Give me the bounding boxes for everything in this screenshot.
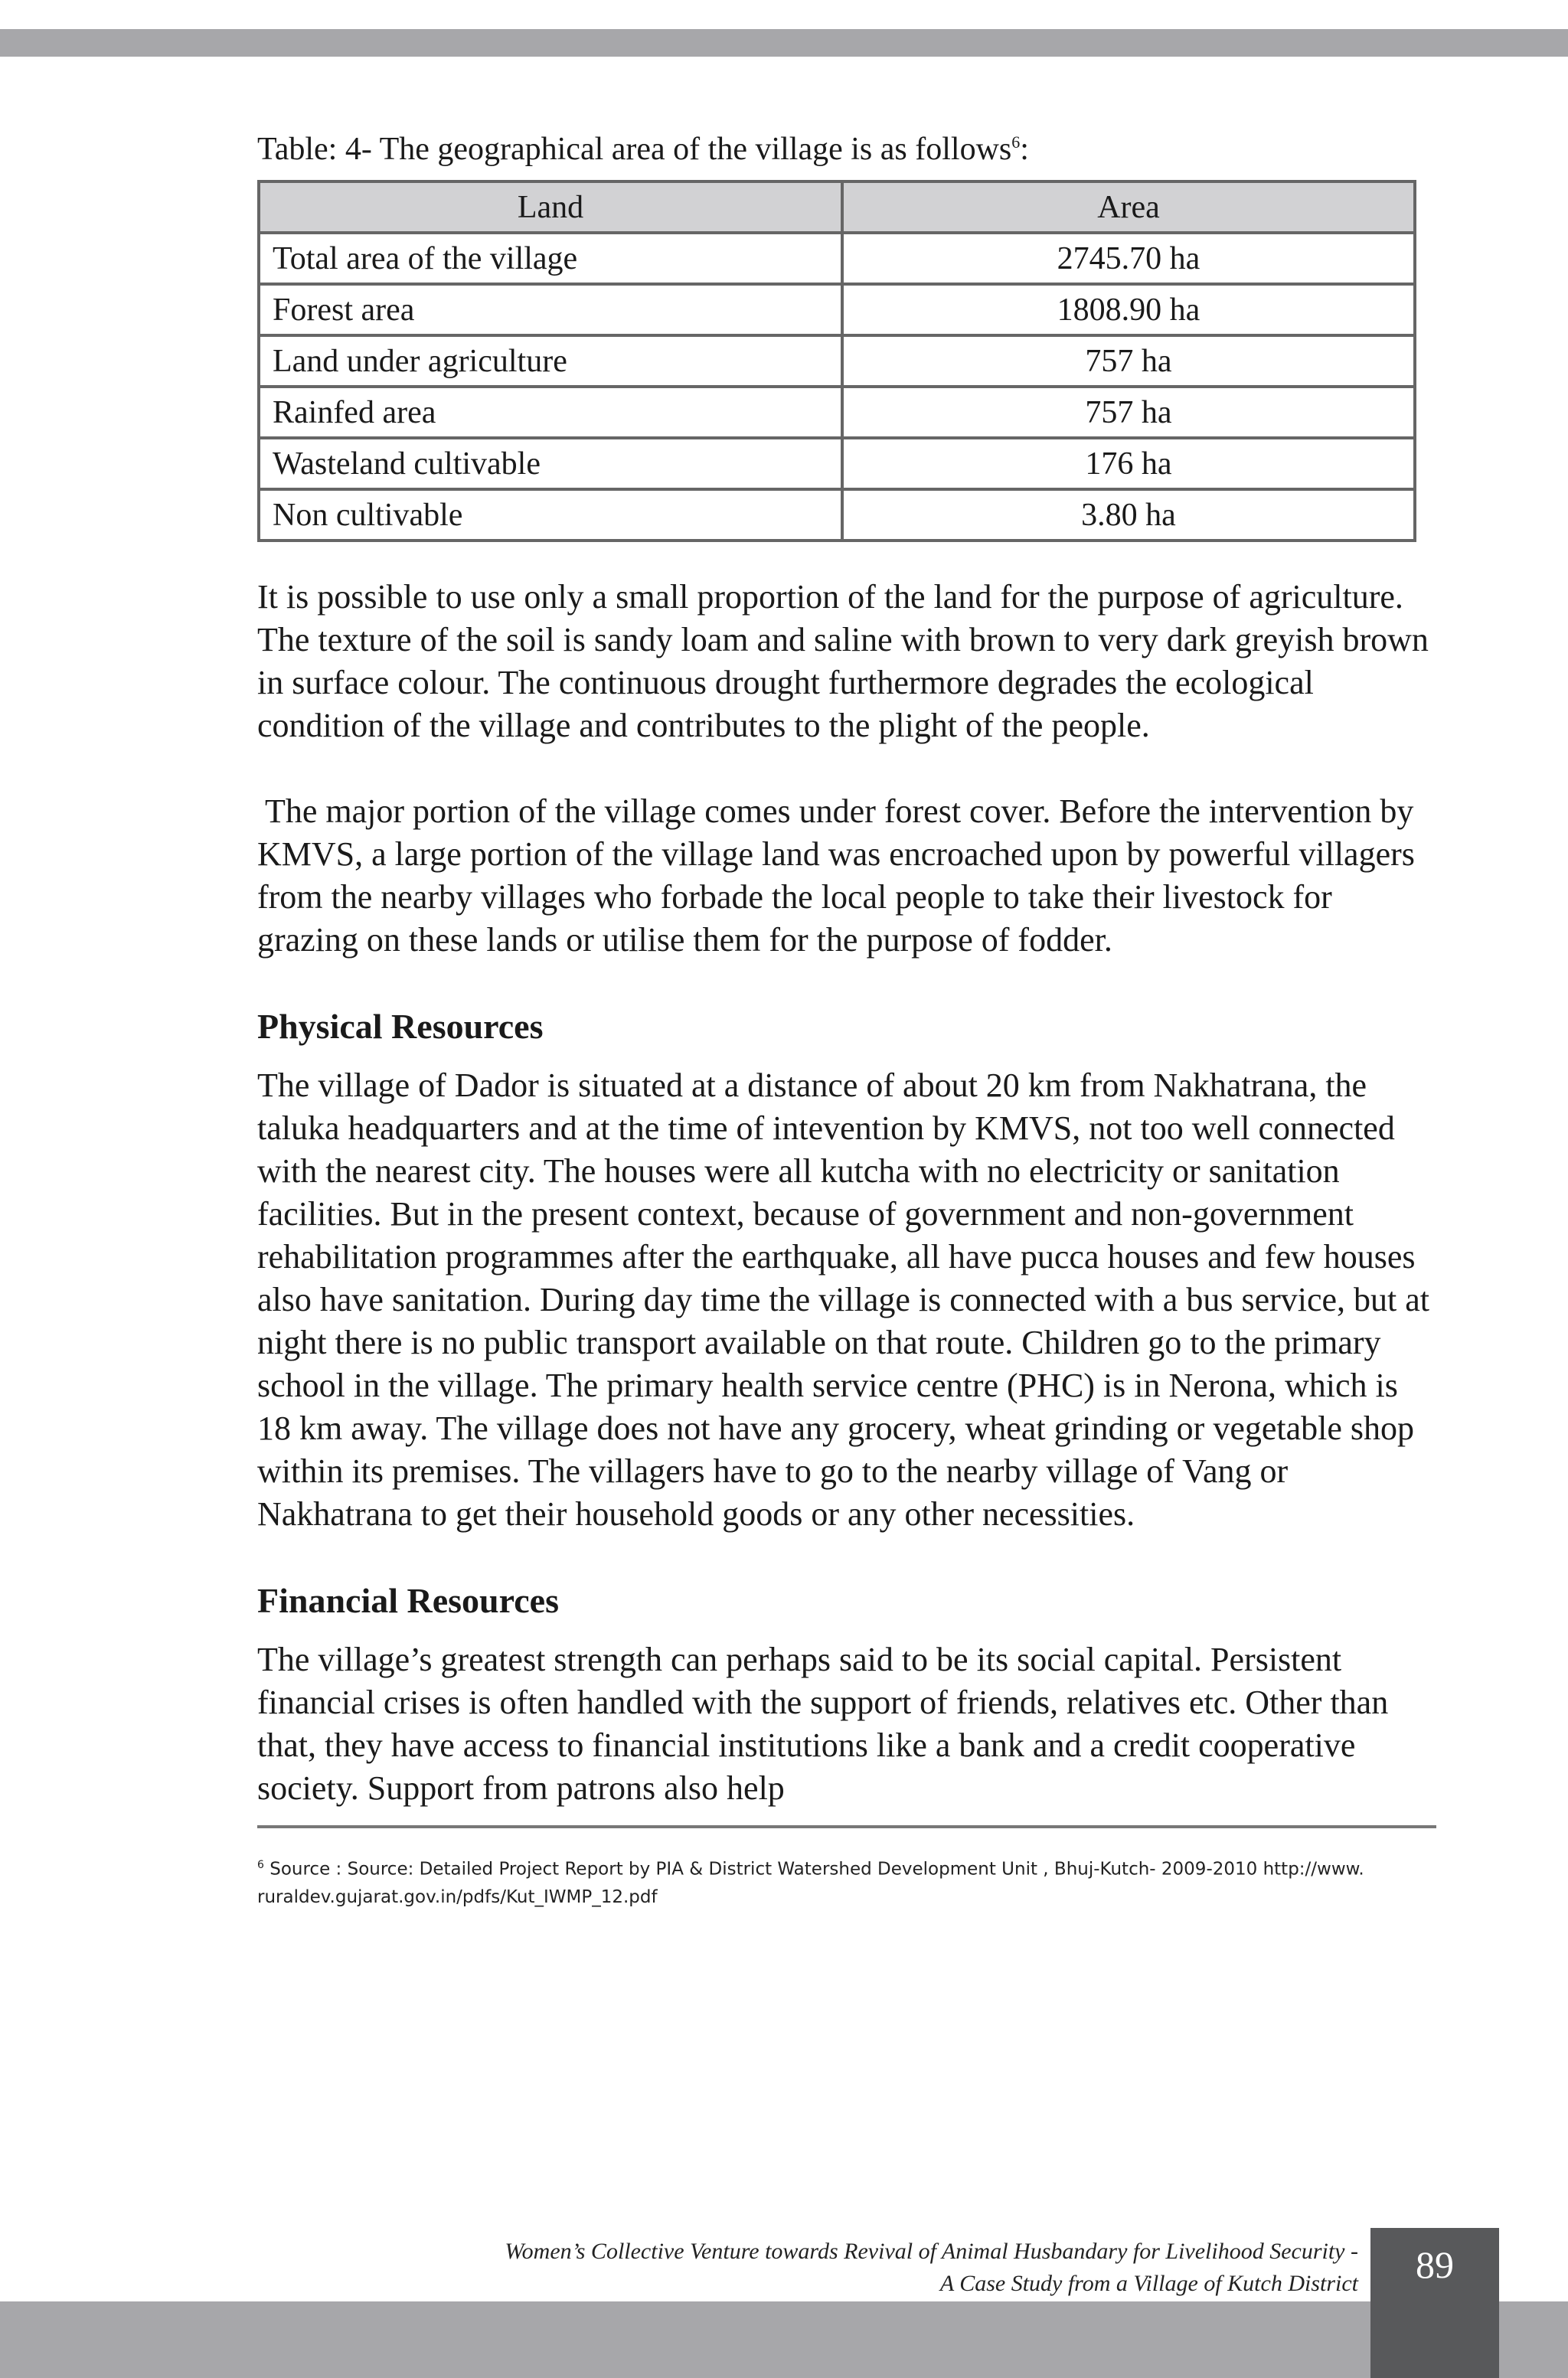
cell-area: 757 ha <box>842 335 1415 387</box>
table-header-row <box>259 181 1415 233</box>
header-land: Land <box>259 181 842 233</box>
footnote-text: Source : Source: Detailed Project Report by PIA & District Watershed Development Unit , Bhuj-Kutch- 2009-2010 http://www. <box>263 1859 1364 1880</box>
cell-land: Rainfed area <box>259 387 842 438</box>
cell-land: Forest area <box>259 284 842 335</box>
heading-physical-resources: Physical Resources <box>257 1007 544 1046</box>
page-number-box <box>1370 2228 1499 2378</box>
paragraph-forest: The major portion of the village comes under forest cover. Before the intervention by KMVS, a large portion of the village land was encroached upon by powerful villagers from the nearby villages who forbade the local people to take their livestock for grazing on these lands or utilise them for the purpose of fodder. <box>257 792 1415 959</box>
footnote <box>257 1851 1436 1911</box>
table-caption-text: Table: 4- The geographical area of the village is as follows <box>257 132 1012 167</box>
table-row <box>259 438 1415 489</box>
cell-area: 757 ha <box>842 387 1415 438</box>
bottom-decorative-bar <box>0 2301 1568 2378</box>
table-caption <box>257 121 1436 171</box>
table-row <box>259 489 1415 541</box>
cell-area: 2745.70 ha <box>842 233 1415 284</box>
footnote-divider <box>257 1825 1436 1828</box>
cell-area: 1808.90 ha <box>842 284 1415 335</box>
cell-land: Non cultivable <box>259 489 842 541</box>
cell-area: 3.80 ha <box>842 489 1415 541</box>
caption-colon: : <box>1020 132 1029 167</box>
page-number: 89 <box>1416 2243 1454 2286</box>
paragraph-physical-resources: The village of Dador is situated at a distance of about 20 km from Nakhatrana, the taluka headquarters and at the time of intevention by KMVS, not too well connected with the nearest city. The houses were all kutcha with no electricity or sanitation facilities. But in the present context, because of government and non-government rehabilitation programmes after the earthquake, all have pucca houses and few houses also have sanitation. During day time the village is connected with a bus service, but at night there is no public transport available on that route. Children go to the primary school in the village. The primary health service centre (PHC) is in Nerona, which is 18 km away. The village does not have any grocery, wheat grinding or vegetable shop within its premises. The villagers have to go to the nearby village of Vang or Nakhatrana to get their household goods or any other necessities. <box>257 1067 1430 1533</box>
header-area: Area <box>842 181 1415 233</box>
footnote-marker: 6 <box>257 1859 264 1871</box>
page-content <box>257 115 1436 1911</box>
table-row <box>259 335 1415 387</box>
footnote-url: ruraldev.gujarat.gov.in/pdfs/Kut_IWMP_12.pdf <box>257 1886 658 1907</box>
top-decorative-bar <box>0 29 1568 57</box>
footnote-reference: 6 <box>1011 132 1021 152</box>
paragraph-soil: It is possible to use only a small proportion of the land for the purpose of agriculture. The texture of the soil is sandy loam and saline with brown to very dark greyish brown in surface colour. The continuous drought furthermore degrades the ecological condition of the village and contributes to the plight of the people. <box>257 578 1429 744</box>
table-row <box>259 284 1415 335</box>
cell-land: Land under agriculture <box>259 335 842 387</box>
geographical-area-table <box>257 180 1416 542</box>
cell-land: Wasteland cultivable <box>259 438 842 489</box>
cell-land: Total area of the village <box>259 233 842 284</box>
running-footer <box>286 2236 1358 2300</box>
footer-line-2: A Case Study from a Village of Kutch District <box>939 2271 1358 2296</box>
footer-line-1: Women’s Collective Venture towards Revival of Animal Husbandary for Livelihood Security - <box>505 2239 1358 2264</box>
table-row <box>259 387 1415 438</box>
table-row <box>259 233 1415 284</box>
cell-area: 176 ha <box>842 438 1415 489</box>
heading-financial-resources: Financial Resources <box>257 1581 559 1620</box>
paragraph-financial-resources: The village’s greatest strength can perhaps said to be its social capital. Persistent financial crises is often handled with the support of friends, relatives etc. Other than that, they have access to financial institutions like a bank and a credit cooperative society. Support from patrons also help <box>257 1641 1389 1807</box>
